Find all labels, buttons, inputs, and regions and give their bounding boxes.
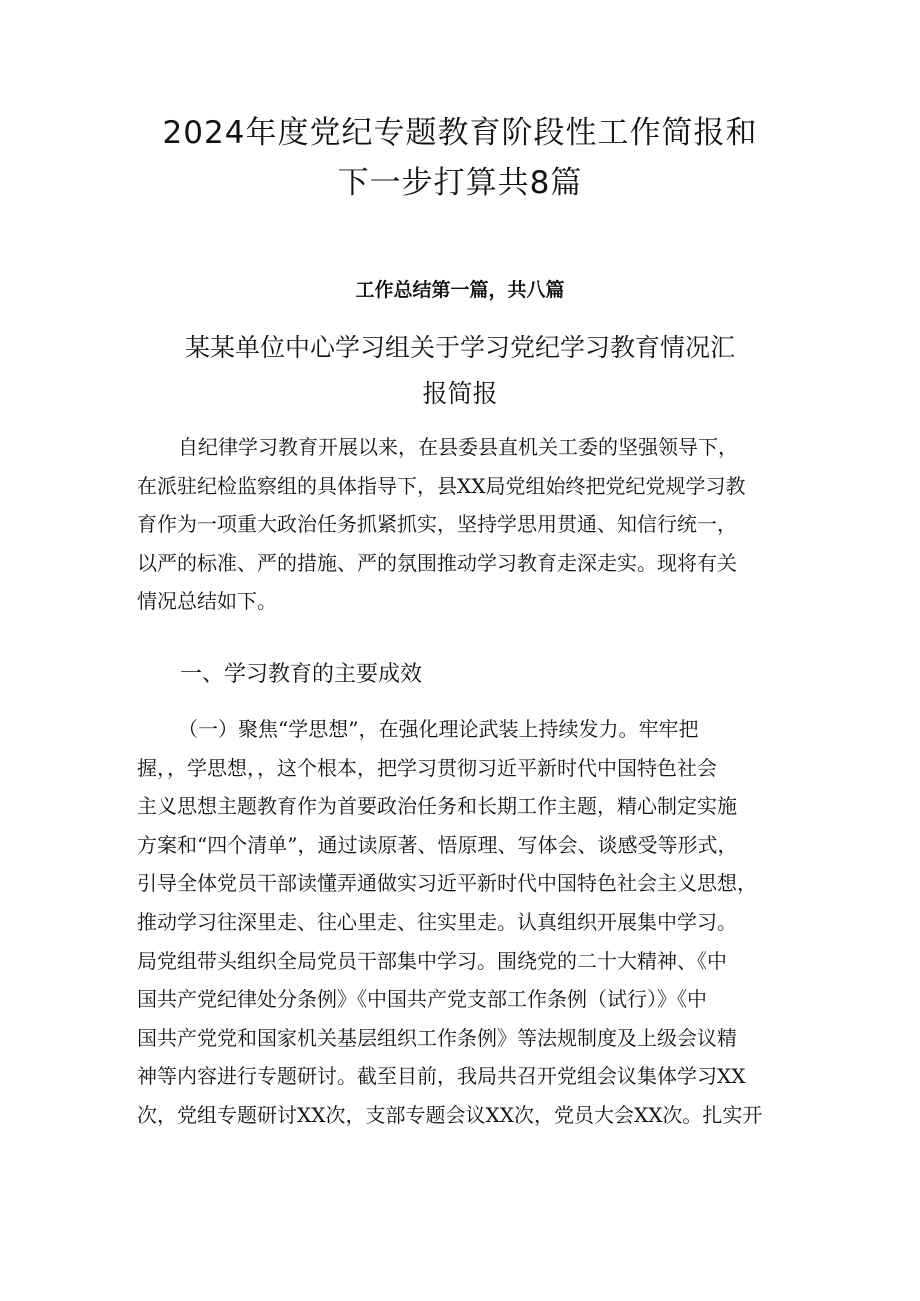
text-line: 推动学习往深里走、往心里走、往实里走。认真组织开展集中学习。	[137, 909, 737, 934]
title-line-2: 下一步打算共8篇	[337, 165, 583, 201]
text-line: （一）聚焦“学思想”，在强化理论武装上持续发力。牢牢把	[178, 717, 699, 741]
text-line: 次，党组专题研讨XX次，支部专题会议XX次，党员大会XX次。扎实开	[137, 1102, 763, 1127]
section-label: 工作总结第一篇，共八篇	[355, 279, 565, 301]
text-line: 引导全体党员干部读懂弄通做实习近平新时代中国特色社会主义思想，	[137, 871, 757, 896]
text-line: 主义思想主题教育作为首要政治任务和长期工作主题，精心制定实施	[137, 794, 737, 819]
report-title-line-2: 报简报	[422, 379, 498, 408]
title-line-1: 2024年度党纪专题教育阶段性工作简报和	[162, 115, 758, 151]
paragraph-1	[137, 710, 797, 1135]
section-heading: 一、学习教育的主要成效	[180, 662, 423, 687]
text-line: 以严的标准、严的措施、严的氛围推动学习教育走深走实。现将有关	[137, 550, 737, 575]
text-line: 在派驻纪检监察组的具体指导下，县XX局党组始终把党纪党规学习教	[137, 473, 746, 498]
report-title	[0, 325, 920, 417]
text-line: 育作为一项重大政治任务抓紧抓实，坚持学思用贯通、知信行统一，	[137, 512, 737, 537]
intro-paragraph	[137, 428, 797, 621]
document-title	[0, 108, 920, 208]
text-line: 神等内容进行专题研讨。截至目前，我局共召开党组会议集体学习XX	[137, 1064, 746, 1089]
text-line: 自纪律学习教育开展以来，在县委县直机关工委的坚强领导下，	[178, 435, 738, 459]
text-line: 情况总结如下。	[137, 589, 277, 614]
text-line: 方案和“四个清单”，通过读原著、悟原理、写体会、谈感受等形式，	[137, 832, 738, 857]
text-line: 国共产党纪律处分条例》《中国共产党支部工作条例（试行）》《中	[137, 987, 707, 1012]
report-title-line-1: 某某单位中心学习组关于学习党纪学习教育情况汇	[184, 333, 735, 362]
text-line: 国共产党党和国家机关基层组织工作条例》等法规制度及上级会议精	[137, 1025, 737, 1050]
text-line: 握，，学思想，，这个根本，把学习贯彻习近平新时代中国特色社会	[137, 755, 717, 780]
text-line: 局党组带头组织全局党员干部集中学习。围绕党的二十大精神、《中	[137, 948, 727, 973]
